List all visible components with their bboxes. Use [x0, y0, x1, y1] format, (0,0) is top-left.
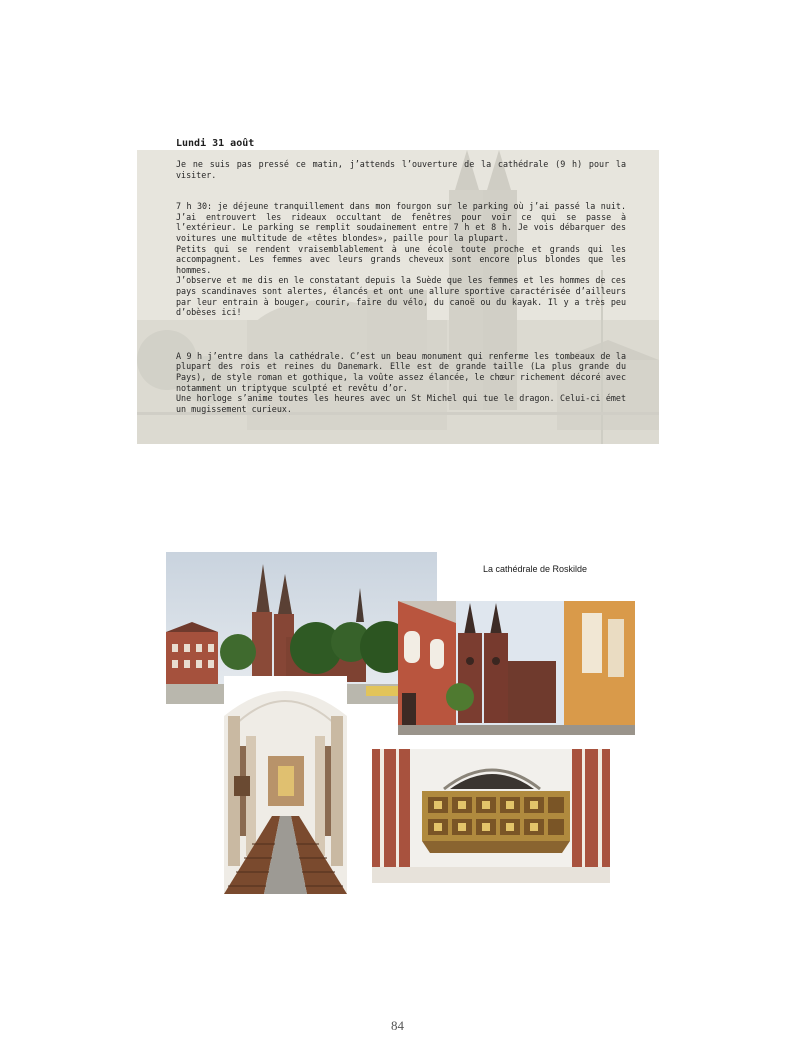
diary-paragraph: 7 h 30: je déjeune tranquillement dans mon fourgon sur le parking où j’ai passé la nuit. J’ai entrouvert les rideaux occultant de fenêtres pour voir ce qui se passe à l’extérieur. Le parking se remplit soudainement entre 7 h et 8 h. Je vois débarquer des voitures une multitude de «têtes blondes», paille pour la plupart. [176, 201, 626, 243]
diary-date: Lundi 31 août [176, 138, 255, 149]
gilded-altarpiece-photo [372, 749, 610, 883]
diary-text [176, 159, 626, 414]
diary-paragraph: Une horloge s’anime toutes les heures avec un St Michel qui tue le dragon. Celui-ci émet un mugissement curieux. [176, 393, 626, 414]
diary-paragraph: J’observe et me dis en le constatant depuis la Suède que les femmes et les hommes de ces pays scandinaves sont alertes, élancés et ont une allure sportive caractérisée d’ailleurs par leur entrain à bouger, courir, faire du vélo, du canoë ou du kayak. Il y a très peu d’obèses ici! [176, 275, 626, 318]
diary-text-panel [137, 150, 659, 444]
diary-paragraph: Petits qui se rendent vraisemblablement à une école toute proche et grands qui les accompagnent. Les femmes avec leurs grands cheveux sont encore plus blondes que les hommes. [176, 243, 626, 275]
diary-paragraph: A 9 h j’entre dans la cathédrale. C’est un beau monument qui renferme les tombeaux de la plupart des rois et reines du Danemark. Elle est de grande taille (La plus grande du Pays), de style roman et gothique, la voûte assez élancée, le chœur richement décoré avec notamment un triptyque sculpté et revêtu d’or. [176, 350, 626, 393]
cathedral-street-photo [398, 601, 635, 735]
photo-caption: La cathédrale de Roskilde [483, 564, 588, 574]
diary-paragraph: Je ne suis pas pressé ce matin, j’attends l’ouverture de la cathédrale (9 h) pour la visiter. [176, 159, 626, 180]
page-number: 84 [391, 1018, 404, 1033]
cathedral-nave-photo [224, 676, 347, 894]
